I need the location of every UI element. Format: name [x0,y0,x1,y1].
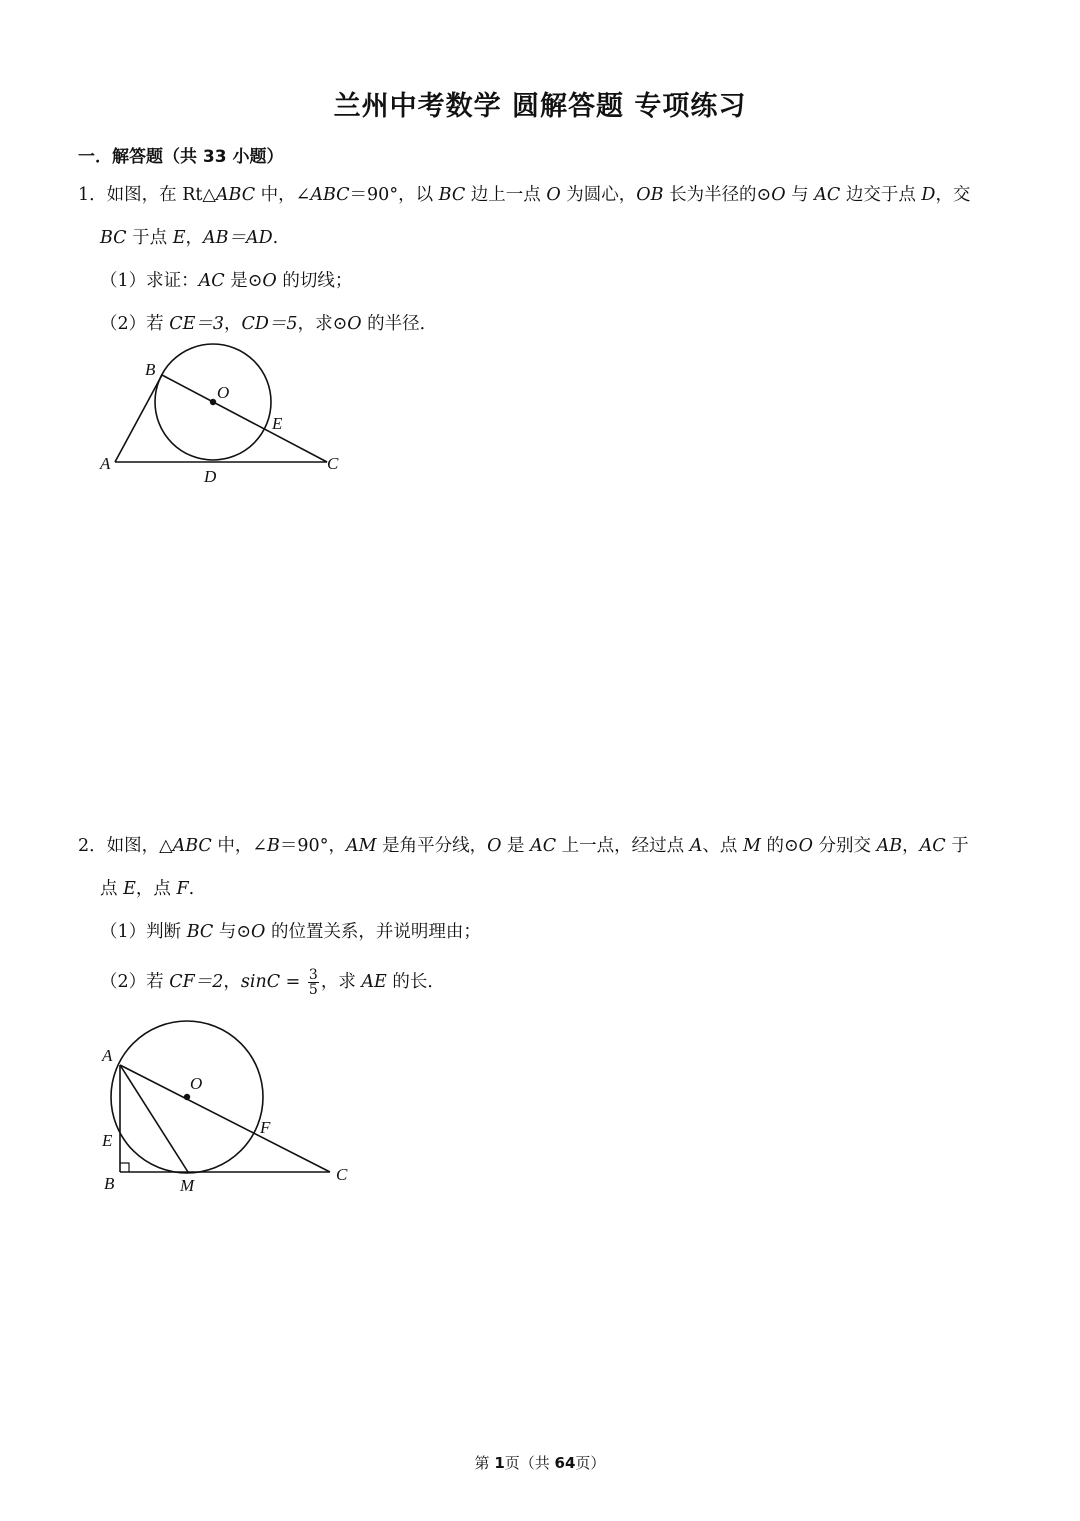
q1-part2: （2）若 CE＝3，CD＝5，求⊙O 的半径． [100,314,438,334]
section-heading: 一．解答题（共 33 小题） [78,147,284,167]
q2-stem-line1: 2．如图，△ABC 中，∠B＝90°，AM 是角平分线，O 是 AC 上一点，经过点 A、点 M 的⊙O 分别交 AB，AC 于 [78,836,969,856]
q2-label-b: B [104,1174,115,1193]
page-total: 64 [554,1454,576,1472]
q1-label-a: A [100,454,111,473]
q1-segment-ab [115,375,162,462]
q2-segment-am [120,1065,188,1172]
q2-label-o: O [190,1074,203,1093]
q2-label-m: M [180,1176,195,1195]
q2-figure [95,1015,365,1199]
page-title: 兰州中考数学 圆解答题 专项练习 [333,91,747,122]
q1-part1: （1）求证：AC 是⊙O 的切线； [100,271,353,291]
q1-center-point [210,399,216,405]
page-footer: 第 1页（共 64页） [474,1454,606,1472]
q1-label-e: E [272,414,283,433]
q2-label-f: F [260,1118,271,1137]
q1-label-o: O [217,383,230,402]
q2-label-a: A [102,1046,113,1065]
fraction: $\frac{3}{5}$ [308,967,318,998]
q1-segment-bc [162,375,327,462]
q2-part2: （2）若 CF＝2，sinC = $\frac{3}{5}$ ，求 AE 的长． [100,967,445,998]
q1-stem-line2: BC 于点 E，AB＝AD. [100,228,279,248]
q1-label-d: D [204,467,217,486]
q1-stem-line1: 1．如图，在 Rt△ABC 中，∠ABC＝90°，以 BC 边上一点 O 为圆心，OB 长为半径的⊙O 与 AC 边交于点 D，交 [78,185,971,205]
q1-figure [95,335,365,499]
q2-right-angle-mark [120,1163,129,1172]
q2-part1: （1）判断 BC 与⊙O 的位置关系，并说明理由； [100,922,481,942]
q2-center-point [184,1094,190,1100]
q1-label-b: B [145,360,156,379]
q2-label-c: C [336,1165,348,1184]
page-number: 1 [494,1454,505,1472]
q1-label-c: C [327,454,339,473]
q2-segment-ac [120,1065,330,1172]
q2-stem-line2: 点 E，点 F. [100,879,195,899]
q2-label-e: E [102,1131,113,1150]
